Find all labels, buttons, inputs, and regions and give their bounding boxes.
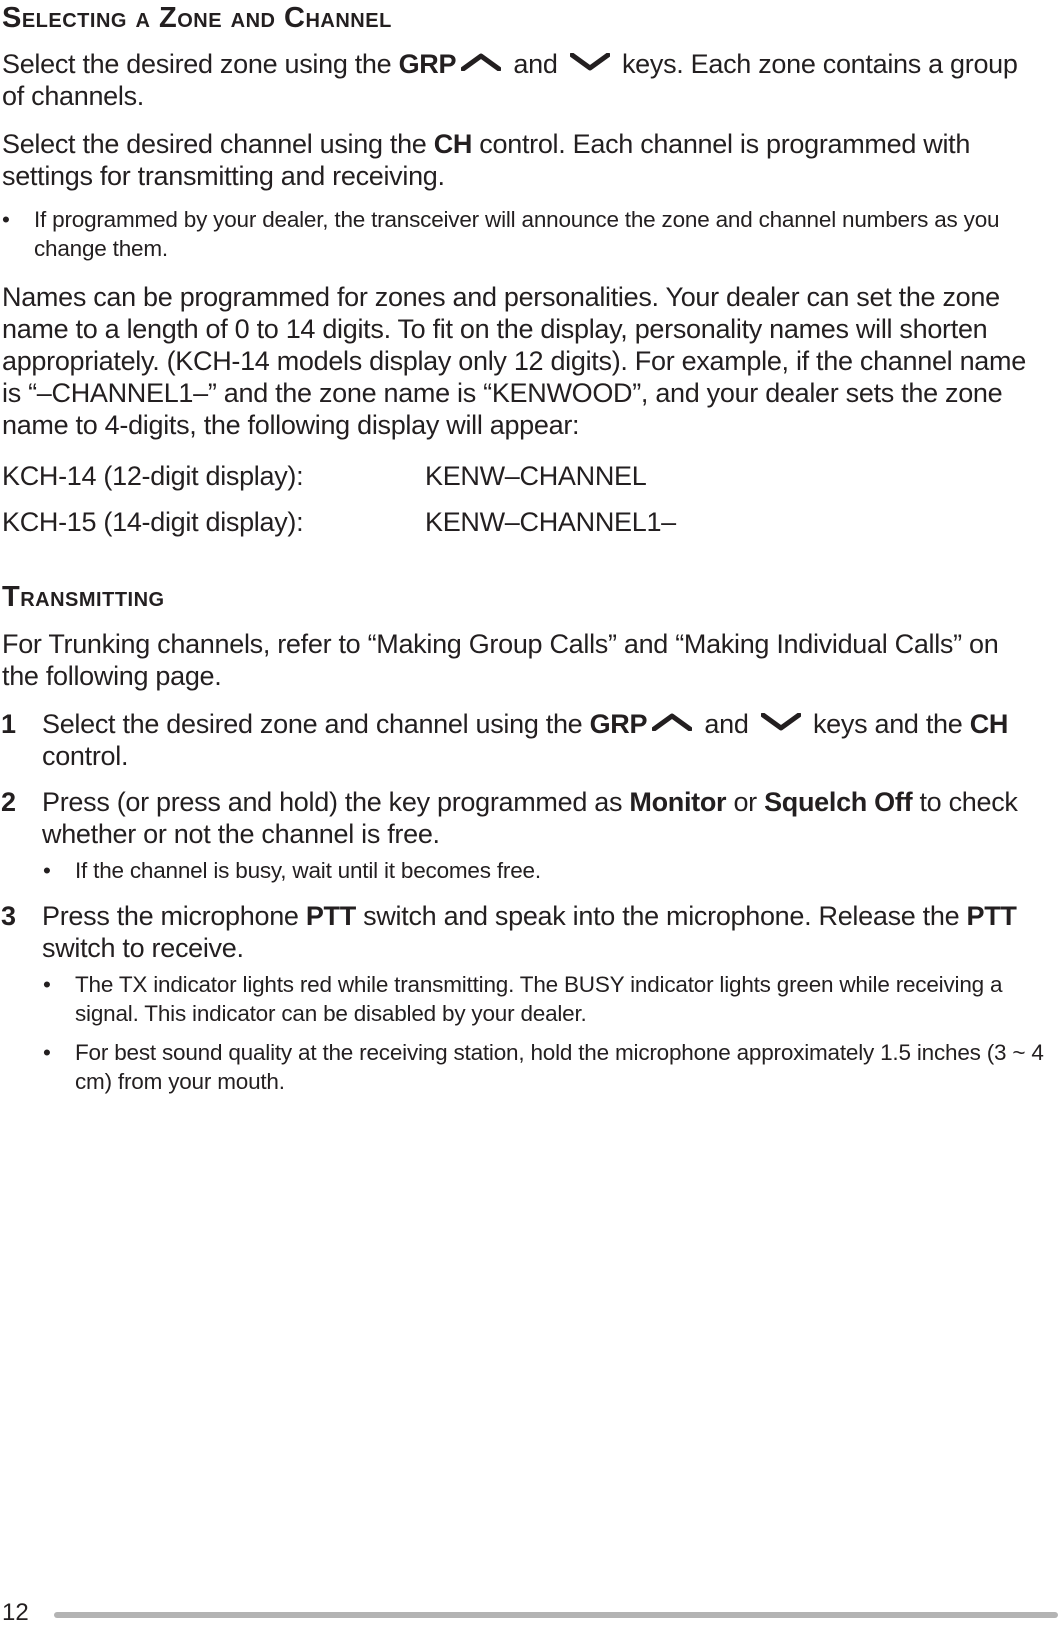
section-heading-zone-channel: Selecting a Zone and Channel xyxy=(2,2,392,34)
step-2: 2 Press (or press and hold) the key programmed as Monitor or Squelch Off to check whether or not the channel is free. xyxy=(1,787,1018,849)
ch-control-label: CH xyxy=(969,709,1009,739)
footer-rule xyxy=(54,1612,1058,1618)
display-value: KENW–CHANNEL1– xyxy=(425,507,676,537)
bullet: • xyxy=(2,207,10,232)
step-number: 1 xyxy=(1,709,16,739)
paragraph-trunking: For Trunking channels, refer to “Making Group Calls” and “Making Individual Calls” on the following page. xyxy=(2,629,999,691)
paragraph-names: Names can be programmed for zones and personalities. Your dealer can set the zone name to a length of 0 to 14 digits. To fit on the display, personality names will shorten appropriately. (KCH-14 models display only 12 digits). For example, if the channel name is “–CHANNEL1–” and the zone name is “KENWOOD”, and your dealer sets the zone name to 4-digits, the following display will appear: xyxy=(2,282,1026,440)
display-model-label: KCH-14 (12-digit display): xyxy=(2,461,304,491)
step-number: 2 xyxy=(1,787,16,817)
display-row-kch15 xyxy=(2,506,676,538)
paragraph-select-channel: Select the desired channel using the CH control. Each channel is programmed with settings for transmitting and receiving. xyxy=(2,129,971,191)
note-busy-channel: • If the channel is busy, wait until it becomes free. xyxy=(43,858,541,883)
chevron-down-icon xyxy=(570,53,610,71)
bullet: • xyxy=(43,1040,51,1065)
grp-key-label: GRP xyxy=(398,49,457,79)
step-3: 3 Press the microphone PTT switch and speak into the microphone. Release the PTT switch to receive. xyxy=(1,901,1017,963)
squelch-off-key-label: Squelch Off xyxy=(764,787,913,817)
ptt-switch-label: PTT xyxy=(966,901,1017,931)
note-sound-quality: • For best sound quality at the receiving station, hold the microphone approximately 1.5 inches (3 ~ 4 cm) from your mouth. xyxy=(43,1040,1044,1094)
step-number: 3 xyxy=(1,901,16,931)
section-heading-transmitting: Transmitting xyxy=(2,581,165,613)
grp-key-label: GRP xyxy=(589,709,648,739)
chevron-up-icon xyxy=(461,53,501,71)
chevron-down-icon xyxy=(761,713,801,731)
bullet: • xyxy=(43,858,51,883)
ch-control-label: CH xyxy=(433,129,473,159)
ptt-switch-label: PTT xyxy=(305,901,356,931)
note-announce: • If programmed by your dealer, the transceiver will announce the zone and channel numbers as you change them. xyxy=(2,207,1000,261)
display-model-label: KCH-15 (14-digit display): xyxy=(2,507,304,537)
display-value: KENW–CHANNEL xyxy=(425,461,647,491)
display-row-kch14 xyxy=(2,460,647,492)
step-1: 1 Select the desired zone and channel using the GRP and keys and the CH control. xyxy=(1,709,1009,771)
note-indicators: • The TX indicator lights red while transmitting. The BUSY indicator lights green while receiving a signal. This indicator can be disabled by your dealer. xyxy=(43,972,1003,1026)
paragraph-select-zone: Select the desired zone using the GRP and keys. Each zone contains a group of channels. xyxy=(2,49,1018,111)
chevron-up-icon xyxy=(652,713,692,731)
bullet: • xyxy=(43,972,51,997)
monitor-key-label: Monitor xyxy=(629,787,727,817)
page-number: 12 xyxy=(2,1599,29,1626)
